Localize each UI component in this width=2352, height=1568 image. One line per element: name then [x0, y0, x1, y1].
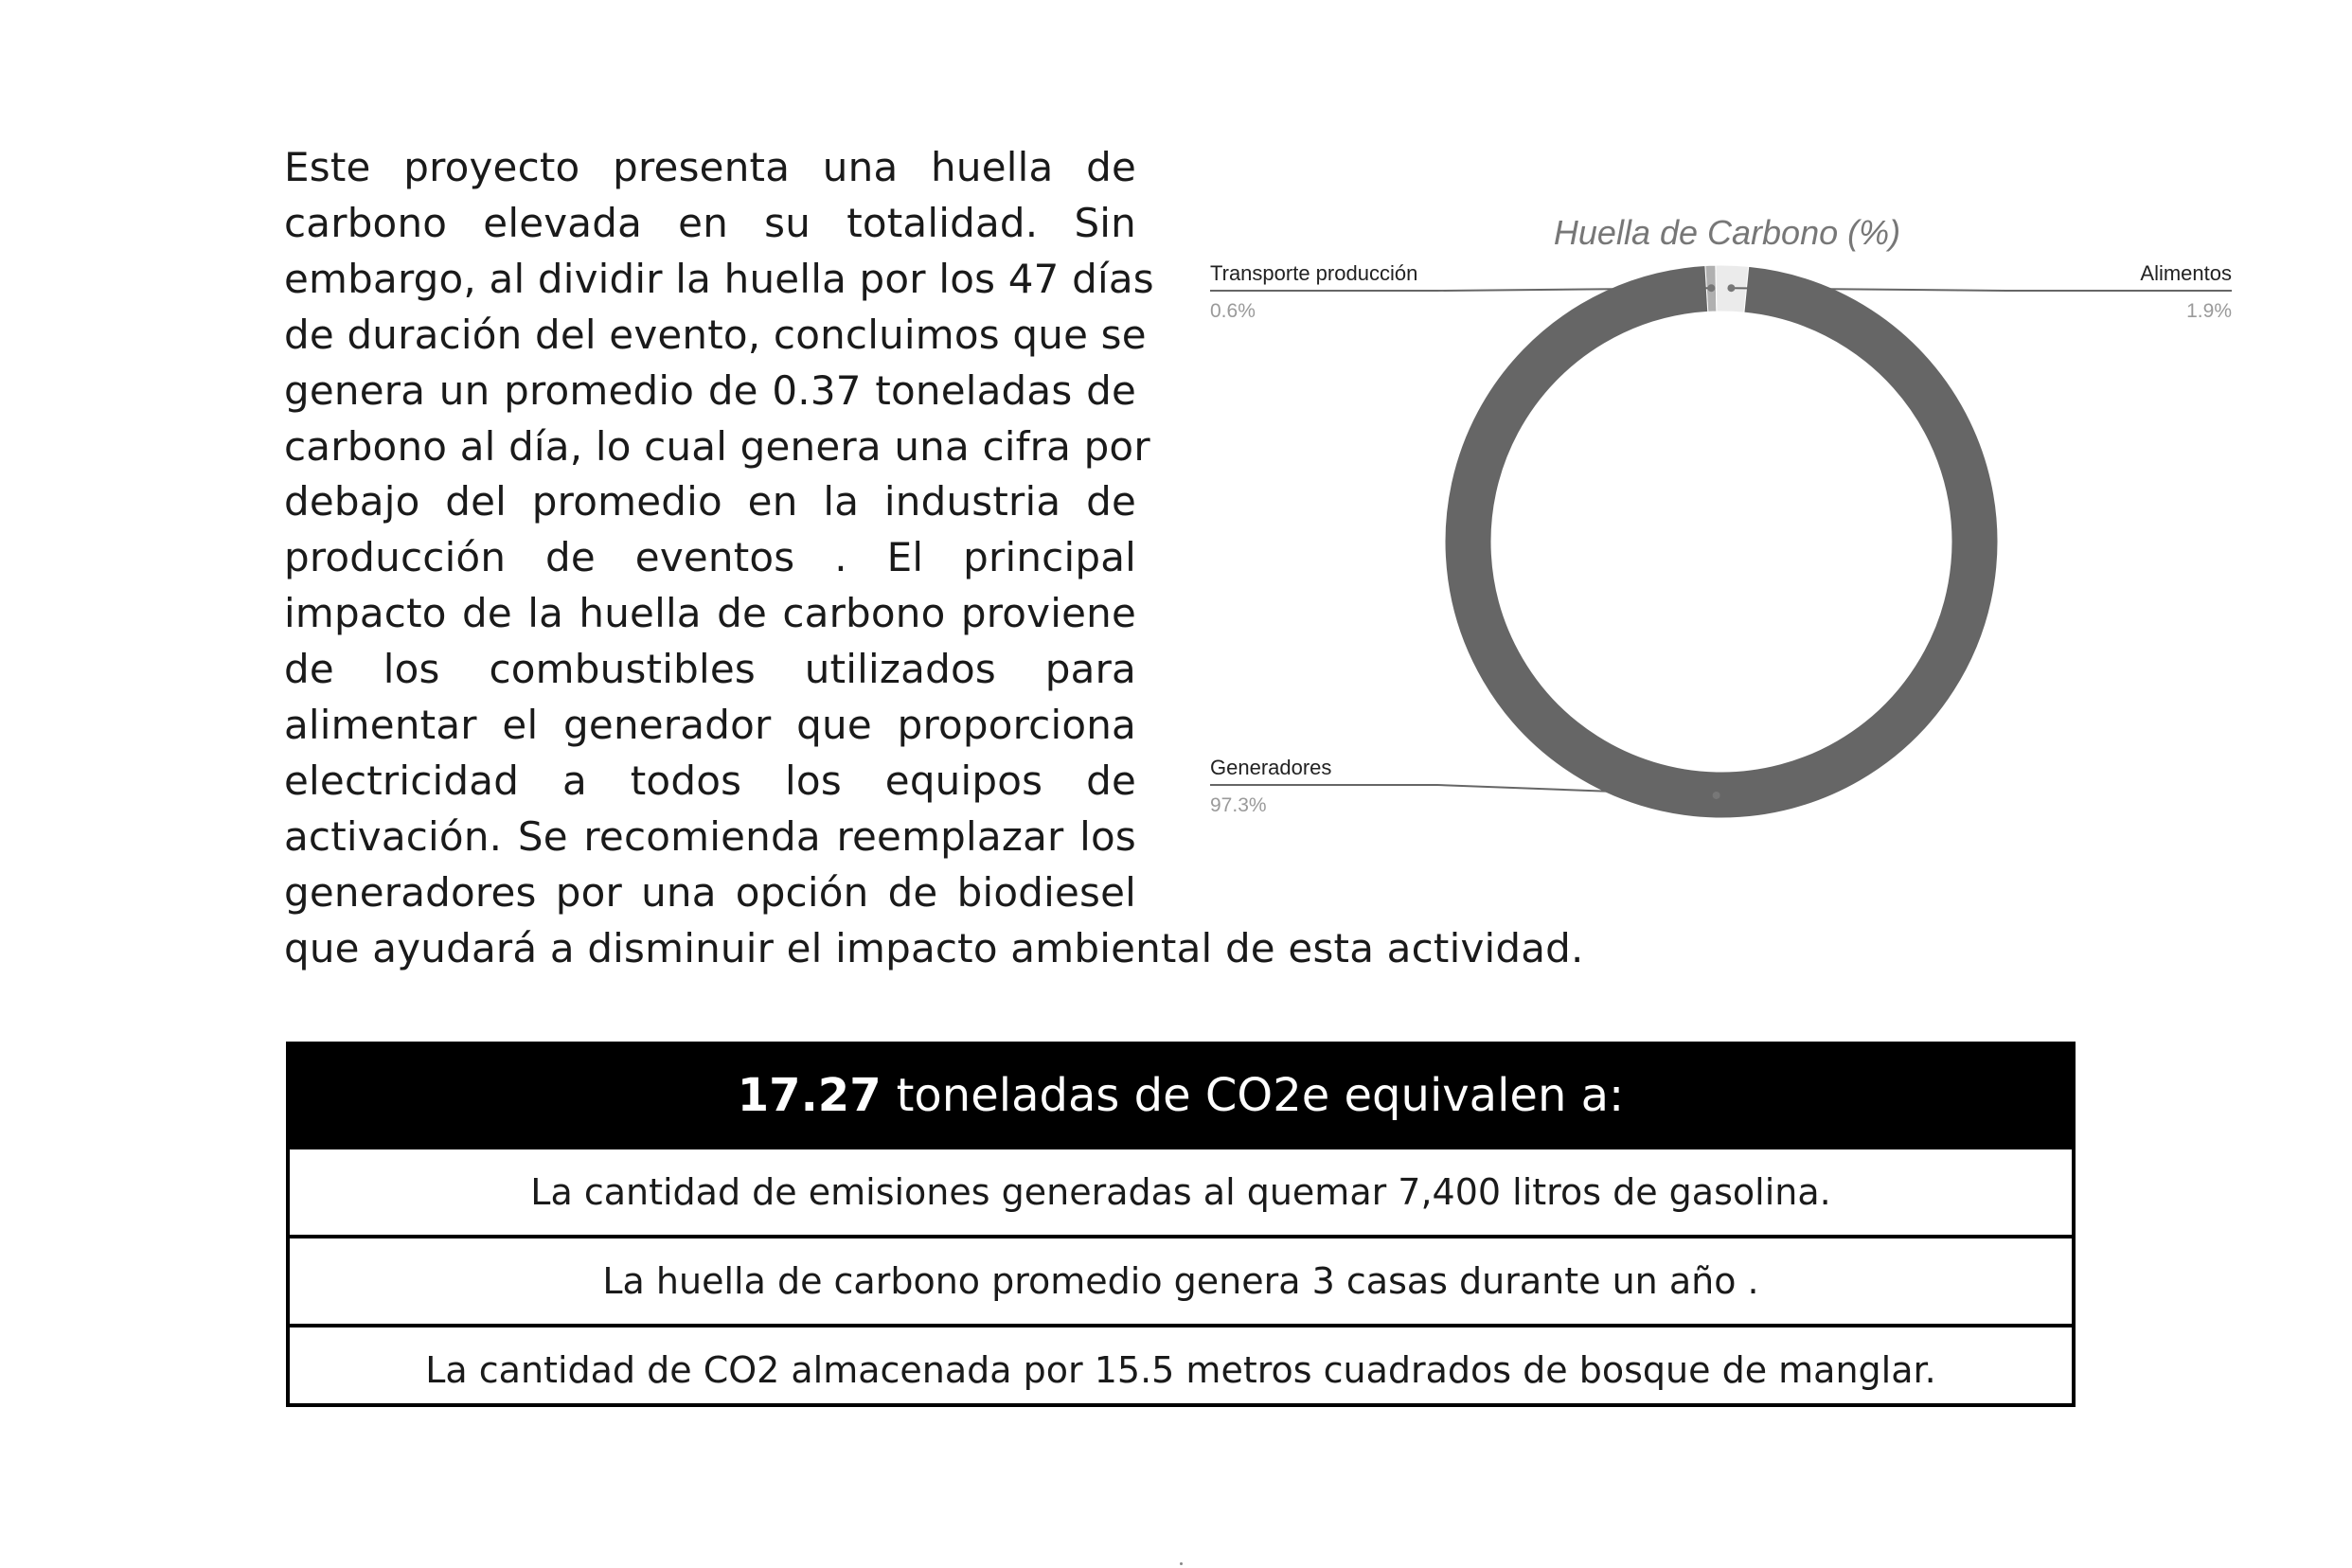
- paragraph-line: embargo, al dividir la huella por los 47 días: [284, 255, 1154, 302]
- equivalence-row-houses: La huella de carbono promedio genera 3 casas durante un año .: [290, 1235, 2072, 1324]
- paragraph-line: alimentar el generador que proporciona: [284, 702, 1136, 749]
- equivalence-row-gasoline: La cantidad de emisiones generadas al quemar 7,400 litros de gasolina.: [290, 1146, 2072, 1235]
- slice-generadores: [1445, 266, 1998, 818]
- callout-dot-0: [1713, 792, 1720, 799]
- paragraph-line: electricidad a todos los equipos de: [284, 757, 1136, 804]
- paragraph-line: genera un promedio de 0.37 toneladas de: [284, 366, 1136, 414]
- callout-value-1: 0.6%: [1210, 300, 1256, 322]
- paragraph-line: debajo del promedio en la industria de: [284, 478, 1136, 526]
- callout-label-1: Transporte producción: [1210, 261, 1418, 285]
- equivalence-table: [286, 1042, 2076, 1407]
- callout-dot-1: [1707, 284, 1715, 292]
- paragraph-line: producción de eventos . El principal: [284, 534, 1136, 581]
- paragraph-line: carbono elevada en su totalidad. Sin: [284, 199, 1136, 246]
- paragraph-line-last: que ayudará a disminuir el impacto ambiental de esta actividad.: [284, 924, 1584, 971]
- co2e-total-value: 17.27: [737, 1069, 882, 1122]
- paragraph-line: Este proyecto presenta una huella de: [284, 144, 1136, 190]
- chart-title: Huella de Carbono (%): [1553, 213, 1901, 252]
- callout-label-0: Generadores: [1210, 756, 1332, 779]
- page-marker: [1180, 1562, 1183, 1565]
- paragraph-line: generadores por una opción de biodiesel: [284, 868, 1136, 916]
- callout-dot-2: [1727, 284, 1735, 292]
- callout-value-0: 97.3%: [1210, 794, 1267, 816]
- paragraph-line: de los combustibles utilizados para: [284, 646, 1136, 693]
- callout-value-2: 1.9%: [2186, 300, 2232, 322]
- callout-label-2: Alimentos: [2140, 261, 2232, 285]
- paragraph-line: de duración del evento, concluimos que se: [284, 311, 1147, 358]
- paragraph-line: activación. Se recomienda reemplazar los: [284, 812, 1136, 860]
- paragraph-line: carbono al día, lo cual genera una cifra por: [284, 422, 1150, 470]
- equivalence-row-mangrove: La cantidad de CO2 almacenada por 15.5 metros cuadrados de bosque de manglar.: [290, 1324, 2072, 1413]
- paragraph-line: impacto de la huella de carbono proviene: [284, 590, 1136, 637]
- equivalence-heading: [290, 1045, 2072, 1146]
- equivalence-heading-text: toneladas de CO2e equivalen a:: [896, 1069, 1625, 1122]
